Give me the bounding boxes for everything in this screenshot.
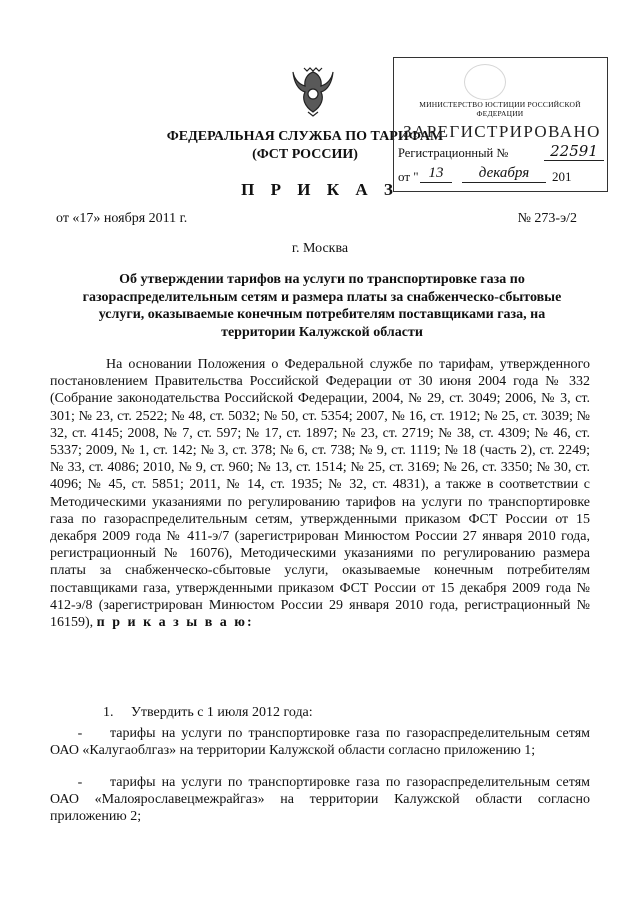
stamp-registration-label: Регистрационный № bbox=[398, 146, 509, 160]
list-item bbox=[50, 725, 590, 759]
stamp-date-day: 13 bbox=[420, 165, 452, 183]
bullet-text: тарифы на услуги по транспортировке газа по газораспределительным сетям ОАО «Калугаоблгаз» на территории Калужской области согласно приложению 1; bbox=[50, 726, 590, 759]
order-number: № 273-э/2 bbox=[517, 211, 577, 226]
order-preamble bbox=[50, 356, 590, 631]
list-item bbox=[50, 774, 590, 826]
stamp-ministry: МИНИСТЕРСТВО ЮСТИЦИИ РОССИЙСКОЙ ФЕДЕРАЦИИ bbox=[419, 100, 581, 118]
bullet-dash: - bbox=[77, 726, 83, 741]
item-1-text: Утвердить с 1 июля 2012 года: bbox=[131, 705, 313, 720]
bullet-text: тарифы на услуги по транспортировке газа по газораспределительным сетям ОАО «Малоярославецмежрайгаз» на территории Калужской области согласно приложению 2; bbox=[50, 775, 590, 825]
stamp-date-year: 201 bbox=[552, 169, 572, 184]
item-1-number: 1. bbox=[103, 705, 114, 720]
order-title: Об утверждении тарифов на услуги по транспортировке газа по газораспределительным сетям и размера платы за снабженческо-сбытовые услуги, оказываемые конечным потребителям поставщиками газа, на территории Калужской области bbox=[82, 272, 562, 340]
seal-icon bbox=[464, 64, 506, 100]
document-type: П Р И К А З bbox=[241, 180, 399, 199]
order-date: от «17» ноября 2011 г. bbox=[56, 211, 188, 226]
preamble-text: На основании Положения о Федеральной службе по тарифам, утвержденного постановлением Правительства Российской Федерации от 30 июня 2004 года № 332 (Собрание законодательства Российской Федерации, 2004, № 29, ст. 3049; 2006, № 3, ст. 301; № 23, ст. 2522; № 48, ст. 5032; № 50, ст. 5354; 2007, № 16, ст. 1912; № 25, ст. 3039; № 32, ст. 4145; 2008, № 7, ст. 597; № 17, ст. 1897; № 23, ст. 2719; № 38, ст. 4309; № 46, ст. 5337; 2009, № 1, ст. 142; № 3, ст. 378; № 6, ст. 738; № 9, ст. 1119; № 18 (часть 2), ст. 2249; № 33, ст. 4086; 2010, № 9, ст. 960; № 13, ст. 1514; № 25, ст. 3169; № 26, ст. 3350; № 30, ст. 4096; № 45, ст. 5851; 2011, № 14, ст. 1935; № 32, ст. 4831), а также в соответствии с Методическими указаниями по регулированию тарифов на услуги по транспортировке газа по газораспределительным сетям, утвержденными приказом ФСТ России от 15 декабря 2009 года № 411-э/7 (зарегистрирован Минюстом России 27 января 2010 года, регистрационный № 16076), Методическими указаниями по регулированию размера платы за снабженческо-сбытовые услуги, оказываемые конечным потребителям поставщиками газа, утвержденными приказом ФСТ России от 15 декабря 2009 года № 412-э/8 (зарегистрирован Минюстом России 29 января 2010 года, регистрационный № 16159), bbox=[50, 357, 590, 631]
agency-name-line1: ФЕДЕРАЛЬНАЯ СЛУЖБА ПО ТАРИФАМ bbox=[166, 129, 444, 144]
stamp-date-prefix: от " bbox=[398, 169, 419, 184]
order-word: п р и к а з ы в а ю: bbox=[96, 615, 254, 631]
stamp-registration-number: 22591 bbox=[544, 142, 604, 161]
bullet-dash: - bbox=[77, 775, 83, 790]
coat-of-arms-icon bbox=[290, 62, 336, 118]
registration-stamp bbox=[393, 57, 608, 192]
order-city: г. Москва bbox=[291, 241, 349, 256]
item-1 bbox=[103, 705, 313, 721]
stamp-registered: ЗАРЕГИСТРИРОВАНО bbox=[403, 122, 601, 141]
stamp-date-month: декабря bbox=[462, 165, 546, 183]
stamp-registration-line bbox=[398, 144, 604, 164]
agency-name-line2: (ФСТ РОССИИ) bbox=[252, 147, 358, 162]
